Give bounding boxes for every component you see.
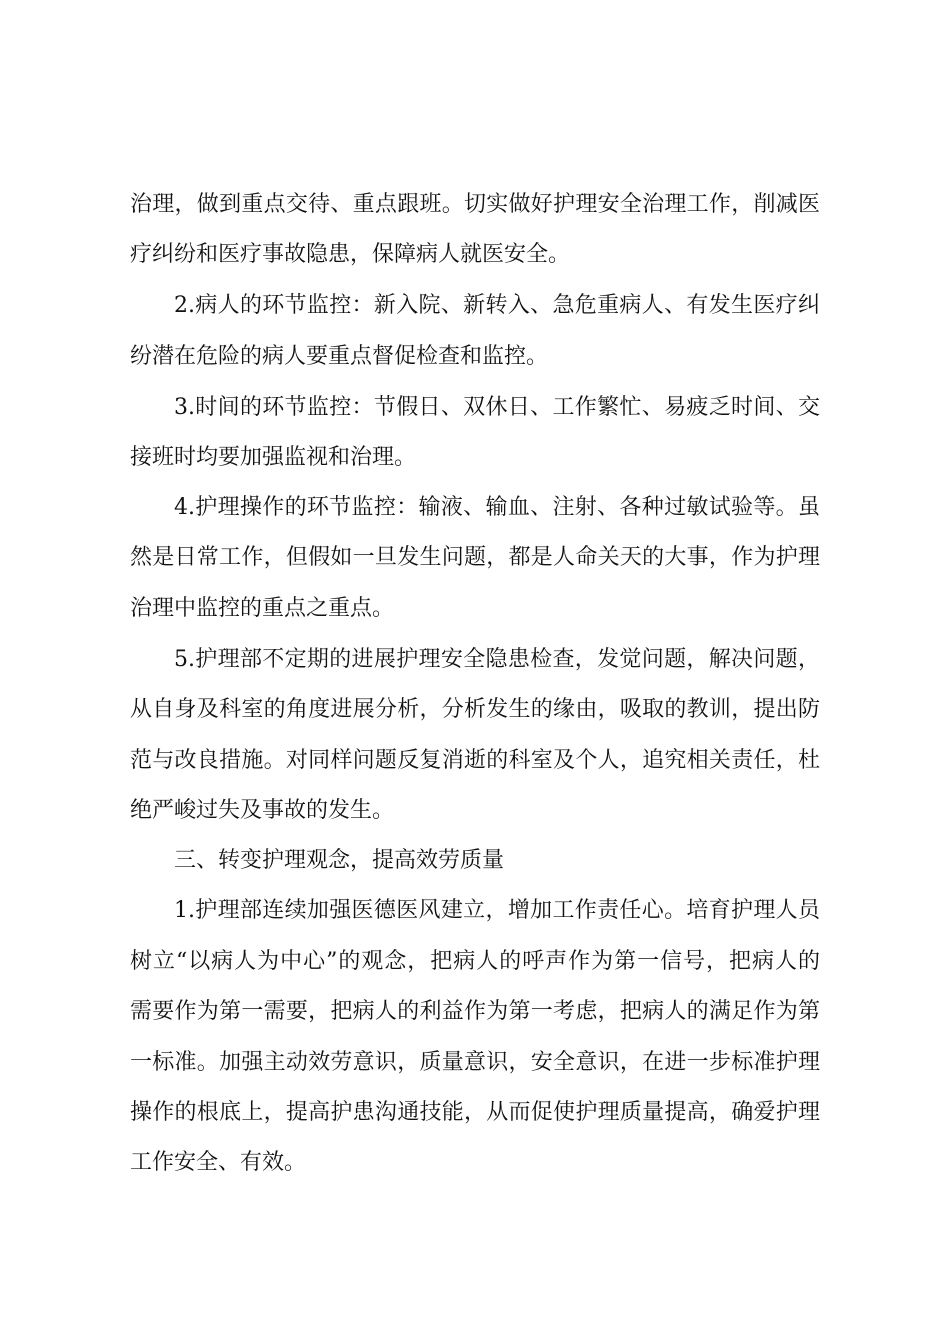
text-line — [0, 746, 950, 776]
text-line — [0, 1048, 950, 1078]
text-line: 纷潜在危险的病人要重点督促检查和监控。 — [130, 344, 549, 369]
text-line — [0, 291, 950, 321]
text-line-content: 从自身及科室的角度进展分析，分析发生的缘由，吸取的教训，提出防 — [130, 697, 820, 722]
text-line — [0, 695, 950, 725]
text-line — [0, 1098, 950, 1128]
text-line-content: 一标准。加强主动效劳意识，质量意识，安全意识，在进一步标准护理 — [130, 1050, 820, 1075]
text-line-content: 范与改良措施。对同样问题反复消逝的科室及个人，追究相关责任，杜 — [130, 748, 820, 773]
text-line-content: 1.护理部连续加强医德医风建立，增加工作责任心。培育护理人员 — [174, 898, 820, 923]
text-line — [0, 947, 950, 977]
text-line-content: 2.病人的环节监控：新入院、新转入、急危重病人、有发生医疗纠 — [174, 293, 820, 318]
text-line: 疗纠纷和医疗事故隐患，保障病人就医安全。 — [130, 242, 571, 267]
text-line: 治理中监控的重点之重点。 — [130, 596, 395, 621]
text-line: 工作安全、有效。 — [130, 1150, 307, 1175]
section-heading: 三、转变护理观念，提高效劳质量 — [174, 848, 505, 873]
text-line-content: 需要作为第一需要，把病人的利益作为第一考虑，把病人的满足作为第 — [130, 999, 820, 1024]
text-line-content: 操作的根底上，提高护患沟通技能，从而促使护理质量提高，确爱护理 — [130, 1100, 820, 1125]
text-line-content: 5.护理部不定期的进展护理安全隐患检查，发觉问题，解决问题， — [174, 647, 820, 672]
text-line-content: 树立“以病人为中心”的观念，把病人的呼声作为第一信号，把病人的 — [130, 949, 820, 974]
text-line — [0, 896, 950, 926]
text-line — [0, 190, 950, 220]
text-line — [0, 393, 950, 423]
text-line — [0, 543, 950, 573]
text-line: 绝严峻过失及事故的发生。 — [130, 798, 395, 823]
text-line-content: 4.护理操作的环节监控：输液、输血、注射、各种过敏试验等。虽 — [174, 495, 820, 520]
text-line-content: 3.时间的环节监控：节假日、双休日、工作繁忙、易疲乏时间、交 — [174, 395, 820, 420]
text-line: 接班时均要加强监视和治理。 — [130, 445, 417, 470]
text-line — [0, 493, 950, 523]
text-line — [0, 645, 950, 675]
text-line-content: 治理，做到重点交待、重点跟班。切实做好护理安全治理工作，削减医 — [130, 192, 820, 217]
text-line-content: 然是日常工作，但假如一旦发生问题，都是人命关天的大事，作为护理 — [130, 545, 820, 570]
text-line — [0, 997, 950, 1027]
